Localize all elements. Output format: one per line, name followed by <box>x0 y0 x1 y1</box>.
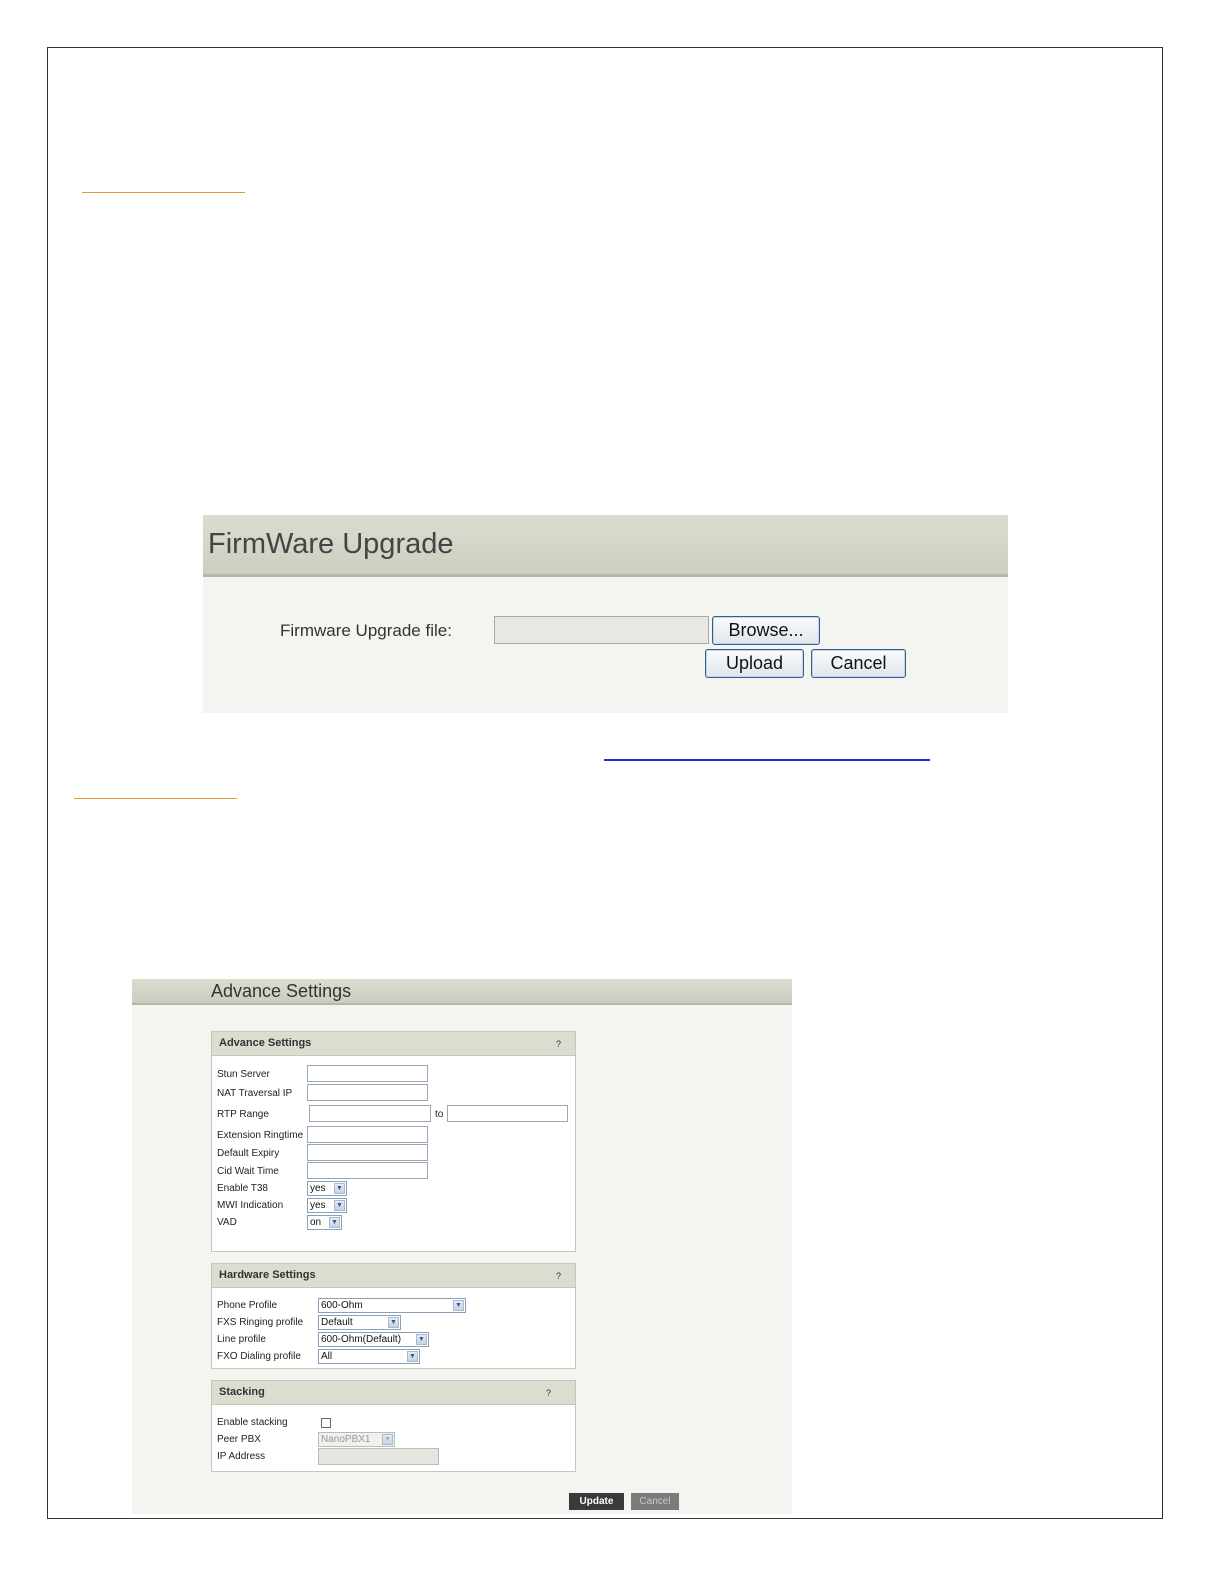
ip-address-input[interactable] <box>318 1448 439 1465</box>
cid-wait-time-label: Cid Wait Time <box>217 1166 279 1177</box>
enable-stacking-label: Enable stacking <box>217 1417 288 1428</box>
fxs-ringing-profile-label: FXS Ringing profile <box>217 1317 304 1328</box>
extension-ringtime-label: Extension Ringtime <box>217 1130 304 1141</box>
nat-traversal-input[interactable] <box>307 1084 428 1101</box>
firmware-file-label: Firmware Upgrade file: <box>280 621 452 640</box>
firmware-header <box>203 515 1008 577</box>
rtp-range-label: RTP Range <box>217 1109 269 1120</box>
section-title: Stacking <box>219 1386 265 1398</box>
hardware-settings-box <box>211 1263 576 1369</box>
divider-line <box>74 798 237 799</box>
chevron-down-icon: ▼ <box>334 1200 345 1211</box>
enable-t38-select[interactable] <box>307 1181 347 1196</box>
help-icon[interactable]: ? <box>555 1039 561 1049</box>
vad-select[interactable] <box>307 1215 342 1230</box>
section-header <box>212 1032 575 1056</box>
firmware-file-input[interactable] <box>494 616 709 644</box>
line-profile-value: 600-Ohm(Default) <box>321 1334 402 1345</box>
stun-server-input[interactable] <box>307 1065 428 1082</box>
section-title: Advance Settings <box>219 1037 312 1049</box>
cid-wait-time-input[interactable] <box>307 1162 428 1179</box>
phone-profile-select[interactable] <box>318 1298 466 1313</box>
chevron-down-icon: ▼ <box>329 1217 340 1228</box>
enable-stacking-checkbox[interactable] <box>321 1418 331 1428</box>
enable-t38-label: Enable T38 <box>217 1183 268 1194</box>
advance-settings-panel <box>132 979 792 1514</box>
help-icon[interactable]: ? <box>545 1388 551 1398</box>
stacking-box <box>211 1380 576 1472</box>
chevron-down-icon: ▼ <box>334 1183 345 1194</box>
rtp-range-to-label: to <box>435 1109 444 1120</box>
fxo-dialing-profile-value: All <box>321 1351 333 1362</box>
line-profile-label: Line profile <box>217 1334 266 1345</box>
rtp-range-start-input[interactable] <box>309 1105 431 1122</box>
chevron-down-icon: ▼ <box>388 1317 399 1328</box>
phone-profile-value: 600-Ohm <box>321 1300 363 1311</box>
update-button[interactable]: Update <box>569 1493 624 1510</box>
advance-header <box>132 979 792 1005</box>
advance-title: Advance Settings <box>211 981 352 1001</box>
chevron-down-icon: ▼ <box>453 1300 464 1311</box>
nat-traversal-label: NAT Traversal IP <box>217 1088 293 1099</box>
mwi-indication-label: MWI Indication <box>217 1200 284 1211</box>
divider-line <box>82 192 245 193</box>
stun-server-label: Stun Server <box>217 1069 270 1080</box>
section-header <box>212 1264 575 1288</box>
extension-ringtime-input[interactable] <box>307 1126 428 1143</box>
cancel-button[interactable]: Cancel <box>811 649 906 678</box>
firmware-upgrade-panel <box>203 515 1008 713</box>
section-title: Hardware Settings <box>219 1269 316 1281</box>
fxs-ringing-profile-select[interactable] <box>318 1315 401 1330</box>
chevron-down-icon: ▼ <box>407 1351 418 1362</box>
upload-button[interactable]: Upload <box>705 649 804 678</box>
peer-pbx-label: Peer PBX <box>217 1434 261 1445</box>
mwi-indication-value: yes <box>310 1200 326 1211</box>
section-header <box>212 1381 575 1405</box>
chevron-down-icon: ▼ <box>416 1334 427 1345</box>
rtp-range-end-input[interactable] <box>447 1105 568 1122</box>
vad-value: on <box>310 1217 322 1228</box>
cancel-button[interactable]: Cancel <box>631 1493 679 1510</box>
fxo-dialing-profile-select[interactable] <box>318 1349 420 1364</box>
help-icon[interactable]: ? <box>555 1271 561 1281</box>
ip-address-label: IP Address <box>217 1451 266 1462</box>
advance-settings-box <box>211 1031 576 1252</box>
chevron-down-icon: ▼ <box>382 1434 393 1445</box>
enable-t38-value: yes <box>310 1183 326 1194</box>
phone-profile-label: Phone Profile <box>217 1300 278 1311</box>
mwi-indication-select[interactable] <box>307 1198 347 1213</box>
peer-pbx-select[interactable] <box>318 1432 395 1447</box>
fxo-dialing-profile-label: FXO Dialing profile <box>217 1351 301 1362</box>
line-profile-select[interactable] <box>318 1332 429 1347</box>
fxs-ringing-profile-value: Default <box>321 1317 353 1328</box>
browse-button[interactable]: Browse... <box>712 616 820 645</box>
firmware-title: FirmWare Upgrade <box>208 528 454 560</box>
default-expiry-label: Default Expiry <box>217 1148 280 1159</box>
peer-pbx-value: NanoPBX1 <box>321 1434 371 1445</box>
vad-label: VAD <box>217 1217 237 1228</box>
default-expiry-input[interactable] <box>307 1144 428 1161</box>
hyperlink-underline <box>604 759 930 761</box>
